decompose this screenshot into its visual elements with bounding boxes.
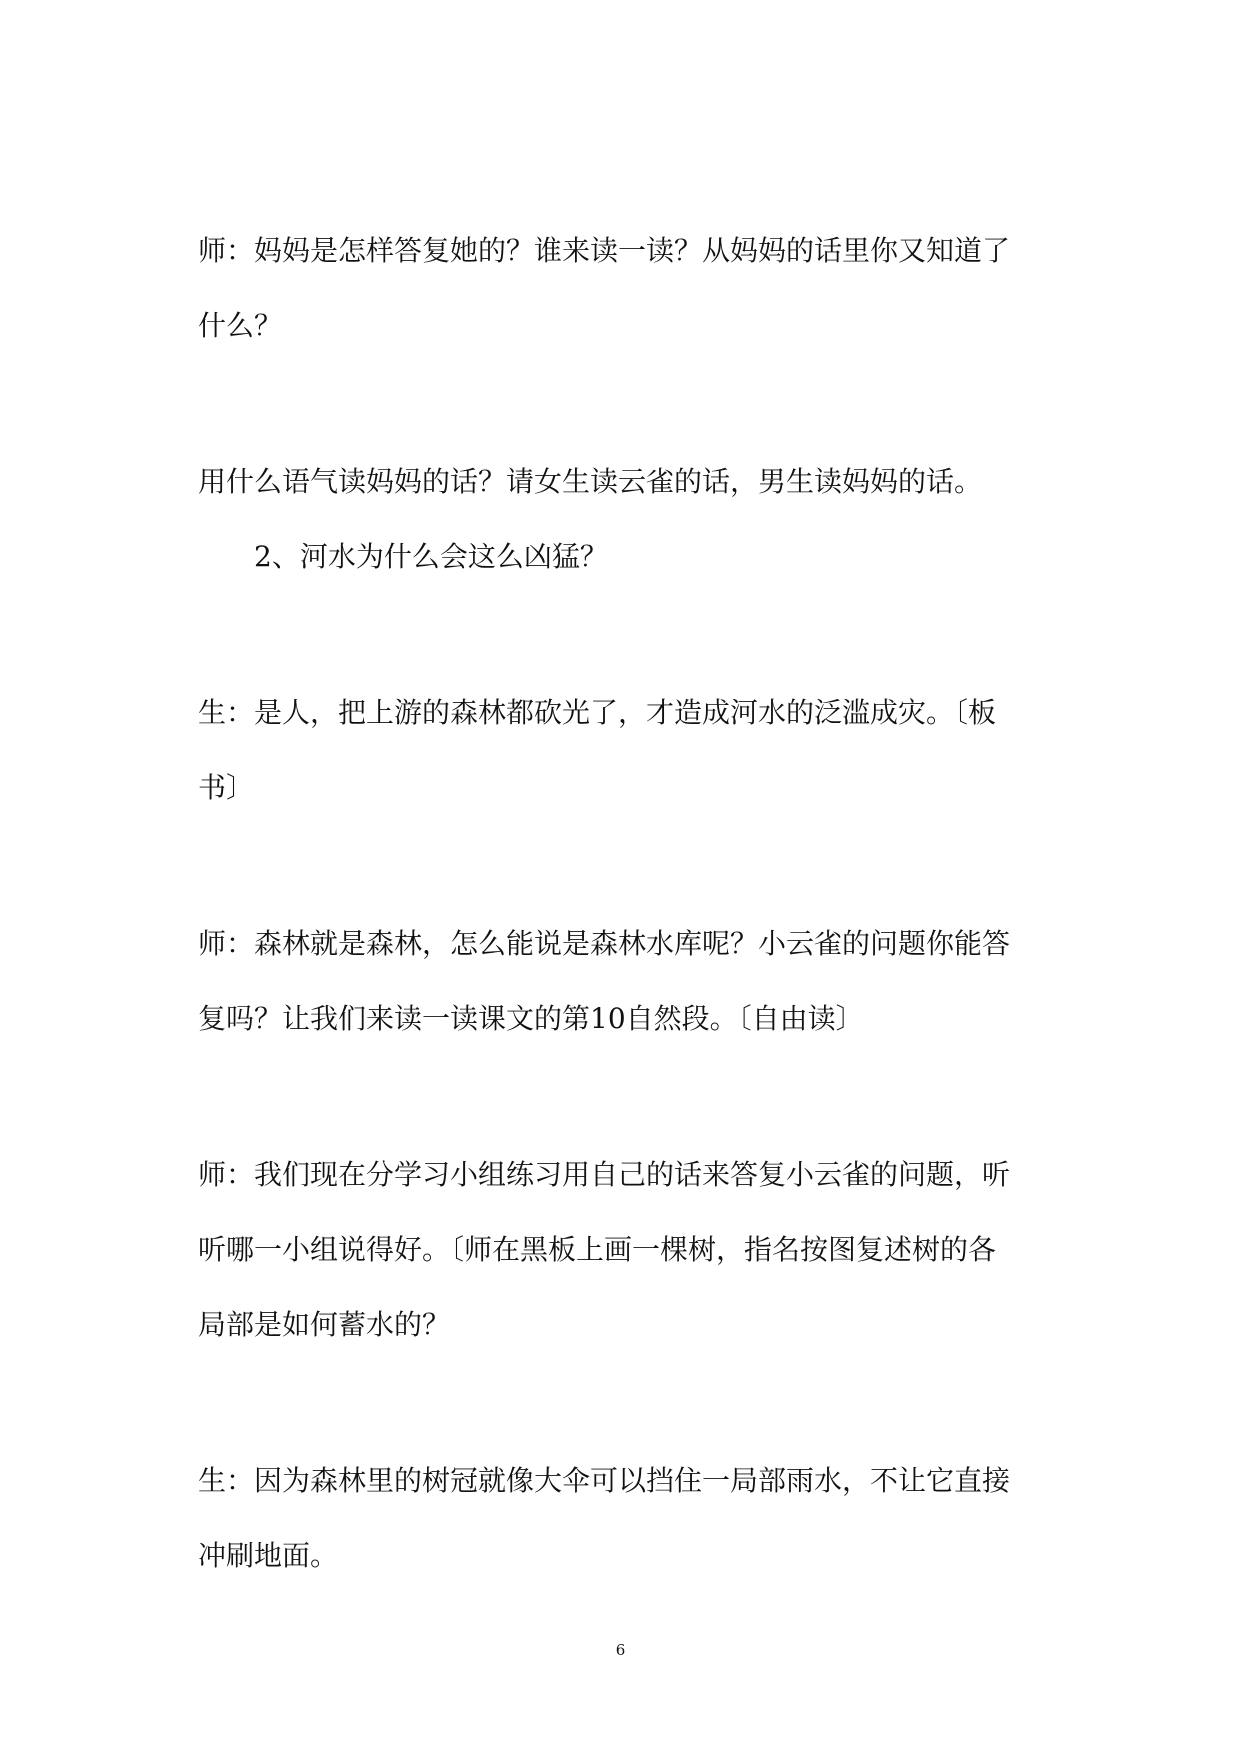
paragraph-line: 师：我们现在分学习小组练习用自己的话来答复小云雀的问题，听 (198, 1158, 1011, 1191)
paragraph-line: 书〕 (198, 771, 255, 804)
paragraph-line: 什么？ (198, 309, 283, 342)
paragraph-line: 生：是人，把上游的森林都砍光了，才造成河水的泛滥成灾。〔板 (198, 696, 997, 729)
paragraph-line: 局部是如何蓄水的？ (198, 1308, 451, 1341)
paragraph-line: 师：森林就是森林，怎么能说是森林水库呢？小云雀的问题你能答 (198, 927, 1011, 960)
paragraph-line: 用什么语气读妈妈的话？请女生读云雀的话，男生读妈妈的话。 (198, 465, 983, 498)
paragraph-line: 2、河水为什么会这么凶猛？ (254, 540, 608, 573)
paragraph-line: 冲刷地面。 (198, 1539, 339, 1572)
paragraph-line: 复吗？让我们来读一读课文的第10自然段。〔自由读〕 (198, 1002, 864, 1035)
page-number: 6 (615, 1641, 626, 1659)
paragraph-line: 师：妈妈是怎样答复她的？谁来读一读？从妈妈的话里你又知道了 (198, 234, 1011, 267)
paragraph-line: 生：因为森林里的树冠就像大伞可以挡住一局部雨水，不让它直接 (198, 1464, 1011, 1497)
paragraph-line: 听哪一小组说得好。〔师在黑板上画一棵树，指名按图复述树的各 (198, 1233, 997, 1266)
